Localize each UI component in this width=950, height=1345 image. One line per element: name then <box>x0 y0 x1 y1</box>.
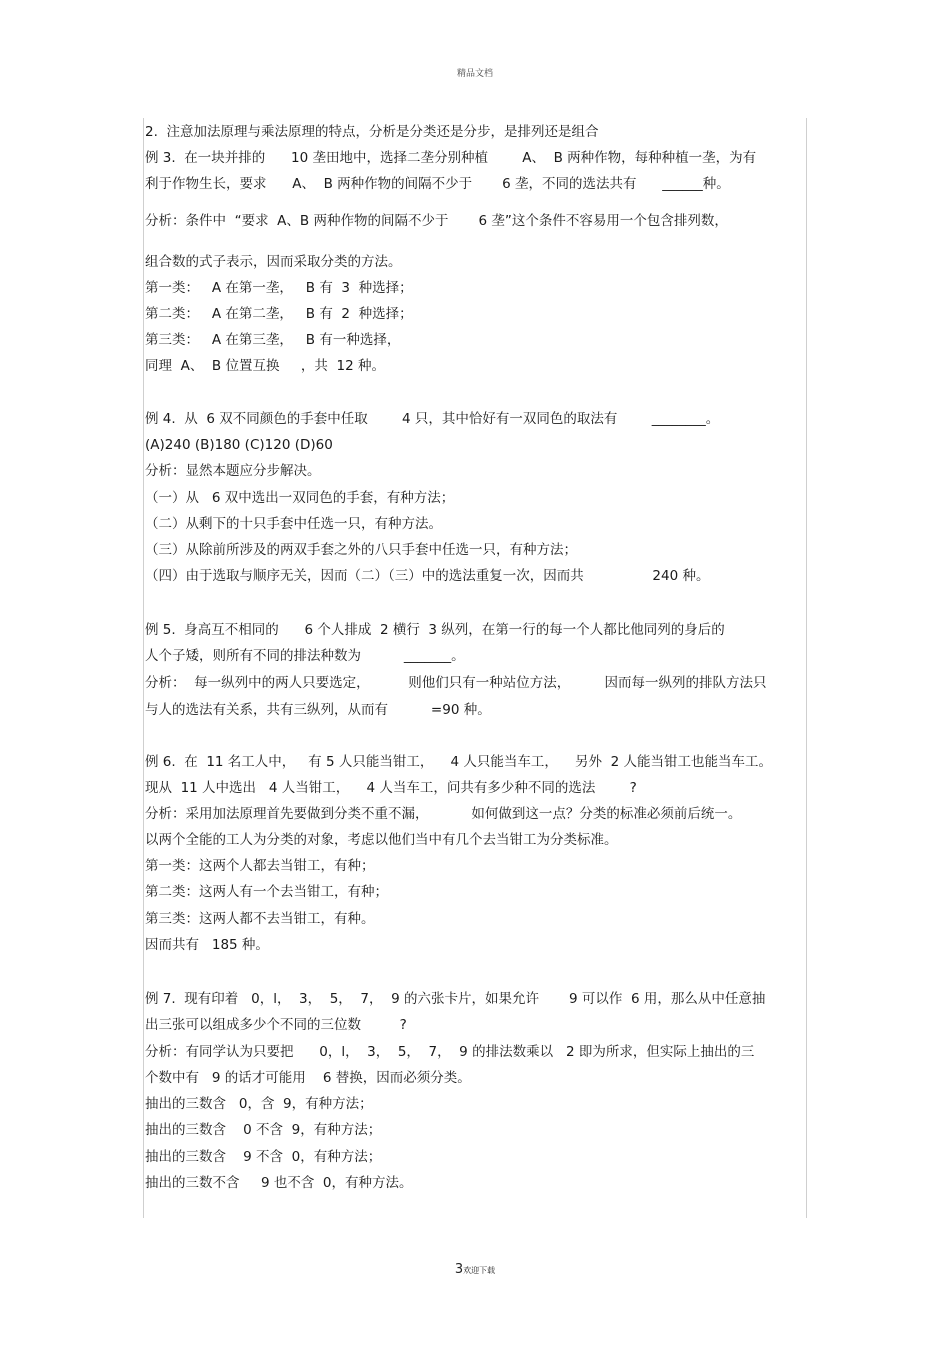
text-line: 同理 A、 B 位置互换 ，共 12 种。 <box>145 358 385 374</box>
text-line: 例 5. 身高互不相同的 6 个人排成 2 横行 3 纵列，在第一行的每一个人都比他同列的身后的 <box>145 622 725 638</box>
text-line: 出三张可以组成多少个不同的三位数 ? <box>145 1017 407 1033</box>
text-line: 因而共有 185 种。 <box>145 937 269 953</box>
text-line: 第二类： A 在第二垄， B 有 2 种选择； <box>145 306 413 322</box>
text-line: 个数中有 9 的话才可能用 6 替换，因而必须分类。 <box>145 1070 471 1086</box>
text-line: 组合数的式子表示，因而采取分类的方法。 <box>145 254 402 270</box>
footer-note: 欢迎下载 <box>463 1266 496 1275</box>
text-line: 第二类：这两人有一个去当钳工，有种； <box>145 884 388 900</box>
text-line: 分析：显然本题应分步解决。 <box>145 463 321 479</box>
text-line: （三）从除前所涉及的两双手套之外的八只手套中任选一只，有种方法； <box>145 542 577 558</box>
text-line: (A)240 (B)180 (C)120 (D)60 <box>145 437 333 453</box>
text-line: 抽出的三数含 9 不含 0，有种方法； <box>145 1149 382 1165</box>
text-line: 2. 注意加法原理与乘法原理的特点，分析是分类还是分步，是排列还是组合 <box>145 124 599 140</box>
text-line: 以两个全能的工人为分类的对象，考虑以他们当中有几个去当钳工为分类标准。 <box>145 832 618 848</box>
text-line: 与人的选法有关系，共有三纵列，从而有 =90 种。 <box>145 702 491 718</box>
text-line: 例 4. 从 6 双不同颜色的手套中任取 4 只，其中恰好有一双同色的取法有 ________。 <box>145 411 720 427</box>
text-line: 抽出的三数不含 9 也不含 0，有种方法。 <box>145 1175 413 1191</box>
text-line: 第三类： A 在第三垄， B 有一种选择， <box>145 332 401 348</box>
right-margin-rule <box>806 118 807 1218</box>
text-line: 例 7. 现有印着 0，l， 3， 5， 7， 9 的六张卡片，如果允许 9 可以作 6 用，那么从中任意抽 <box>145 991 766 1007</box>
text-line: （二）从剩下的十只手套中任选一只，有种方法。 <box>145 516 442 532</box>
text-line: （一）从 6 双中选出一双同色的手套，有种方法； <box>145 490 455 506</box>
text-line: 现从 11 人中选出 4 人当钳工， 4 人当车工，问共有多少种不同的选法 ? <box>145 780 637 796</box>
text-line: 分析：有同学认为只要把 0，l， 3， 5， 7， 9 的排法数乘以 2 即为所求，但实际上抽出的三 <box>145 1044 755 1060</box>
text-line: 第三类：这两人都不去当钳工，有种。 <box>145 911 375 927</box>
text-line: （四）由于选取与顺序无关，因而（二）（三）中的选法重复一次，因而共 240 种。 <box>145 568 710 584</box>
page-number: 3 <box>454 1262 464 1277</box>
text-line: 第一类： A 在第一垄， B 有 3 种选择； <box>145 280 413 296</box>
page-footer <box>0 1262 950 1277</box>
text-line: 分析：条件中 “要求 A、B 两种作物的间隔不少于 6 垄”这个条件不容易用一个包含排列数， <box>145 213 728 229</box>
text-line: 例 3. 在一块并排的 10 垄田地中，选择二垄分别种植 A、 B 两种作物，每种种植一垄，为有 <box>145 150 757 166</box>
text-line: 抽出的三数含 0，含 9，有种方法； <box>145 1096 373 1112</box>
text-line: 分析：采用加法原理首先要做到分类不重不漏， 如何做到这一点？分类的标准必须前后统一。 <box>145 806 742 822</box>
page-header: 精品文档 <box>456 69 493 79</box>
text-line: 例 6. 在 11 名工人中， 有 5 人只能当钳工， 4 人只能当车工， 另外 2 人能当钳工也能当车工。 <box>145 754 773 770</box>
text-line: 分析： 每一纵列中的两人只要选定， 则他们只有一种站位方法， 因而每一纵列的排队方法只 <box>145 675 767 691</box>
text-line: 抽出的三数含 0 不含 9，有种方法； <box>145 1122 382 1138</box>
left-margin-rule <box>143 118 144 1218</box>
text-line: 第一类：这两个人都去当钳工，有种； <box>145 858 375 874</box>
text-line: 利于作物生长，要求 A、 B 两种作物的间隔不少于 6 垄，不同的选法共有 ______种。 <box>145 176 730 192</box>
text-line: 人个子矮，则所有不同的排法种数为 _______。 <box>145 648 465 664</box>
